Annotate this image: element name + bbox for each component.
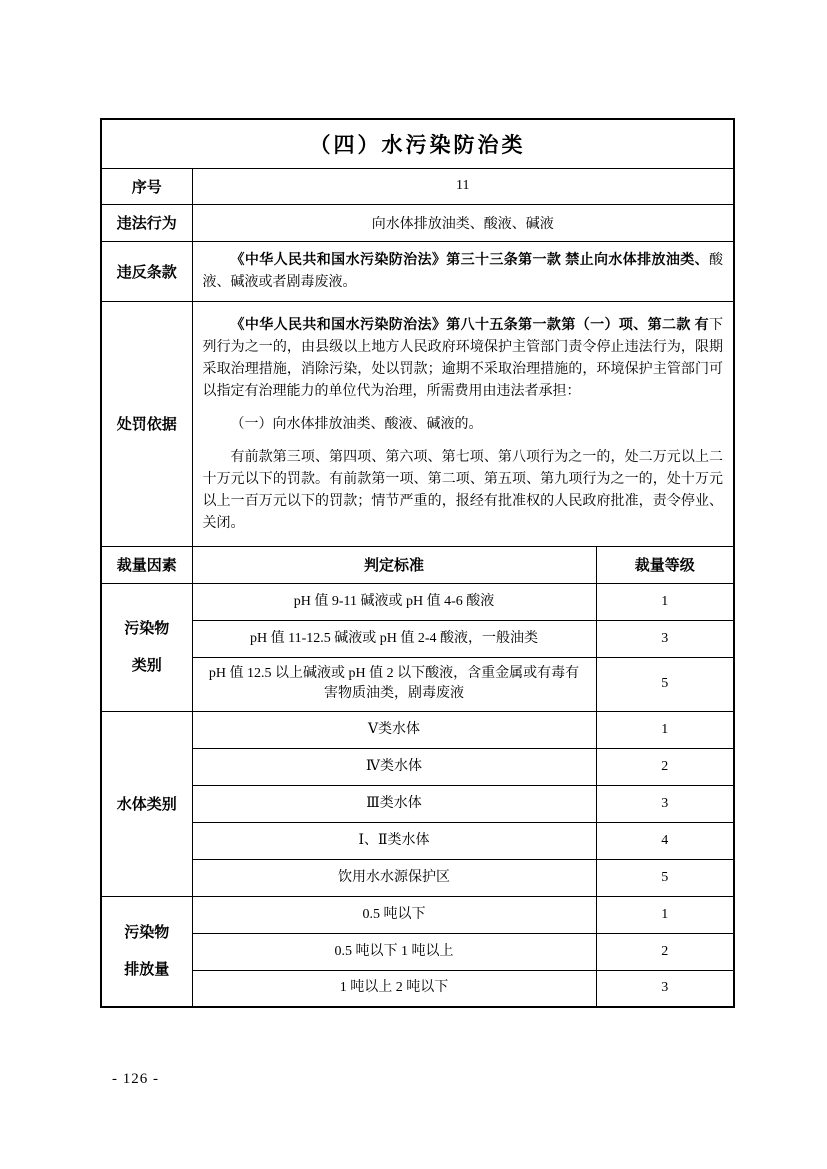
header-discretion-factor: 裁量因素 xyxy=(101,546,192,583)
serial-value: 11 xyxy=(192,168,734,204)
criteria-cell: 1 吨以上 2 吨以下 xyxy=(192,970,596,1007)
penalty-basis-paragraph-1 xyxy=(203,315,724,403)
header-discretion-level: 裁量等级 xyxy=(596,546,734,583)
violated-clause-label: 违反条款 xyxy=(101,241,192,301)
criteria-cell: 饮用水水源保护区 xyxy=(192,859,596,896)
level-cell: 2 xyxy=(596,933,734,970)
group-label-pollutant-type xyxy=(101,583,192,711)
level-cell: 3 xyxy=(596,785,734,822)
group-label-water-body: 水体类别 xyxy=(101,711,192,896)
penalty-basis-paragraph-3: 有前款第三项、第四项、第六项、第七项、第八项行为之一的，处二万元以上二十万元以下的罚款。有前款第一项、第二项、第五项、第九项行为之一的，处十万元以上一百万元以下的罚款；情节严重的，报经有批准权的人民政府批准，责令停业、关闭。 xyxy=(202,449,724,531)
criteria-cell: Ⅰ、Ⅱ类水体 xyxy=(192,822,596,859)
group-label-discharge-amount xyxy=(101,896,192,1007)
level-cell: 5 xyxy=(596,657,734,711)
penalty-basis-text xyxy=(192,301,734,546)
level-cell: 5 xyxy=(596,859,734,896)
law-citation-rest: 酸液、碱液或者剧毒废液。 xyxy=(202,253,724,290)
header-judgment-criteria: 判定标准 xyxy=(192,546,596,583)
criteria-cell: pH 值 11-12.5 碱液或 pH 值 2-4 酸液，一般油类 xyxy=(192,620,596,657)
criteria-cell: 0.5 吨以下 xyxy=(192,896,596,933)
violated-clause-text xyxy=(192,241,734,301)
criteria-cell: pH 值 12.5 以上碱液或 pH 值 2 以下酸液，含重金属或有毒有害物质油类，剧毒废液 xyxy=(192,657,596,711)
level-cell: 1 xyxy=(596,583,734,620)
criteria-cell: pH 值 9-11 碱液或 pH 值 4-6 酸液 xyxy=(192,583,596,620)
table-title: （四）水污染防治类 xyxy=(101,119,734,168)
level-cell: 4 xyxy=(596,822,734,859)
illegal-act-label: 违法行为 xyxy=(101,204,192,241)
penalty-law-citation-bold: 《中华人民共和国水污染防治法》第八十五条第一款第（一）项、第二款 有 xyxy=(230,317,710,333)
level-cell: 1 xyxy=(596,896,734,933)
level-cell: 2 xyxy=(596,748,734,785)
criteria-cell: Ⅳ类水体 xyxy=(192,748,596,785)
illegal-act-value: 向水体排放油类、酸液、碱液 xyxy=(192,204,734,241)
penalty-discretion-table xyxy=(100,118,735,1008)
criteria-cell: Ⅴ类水体 xyxy=(192,711,596,748)
penalty-basis-paragraph-2: （一）向水体排放油类、酸液、碱液的。 xyxy=(230,416,483,432)
discharge-amount-label-line1: 污染物 xyxy=(124,924,170,941)
discharge-amount-label-line2: 排放量 xyxy=(124,961,170,978)
penalty-basis-label: 处罚依据 xyxy=(101,301,192,546)
law-citation-bold: 《中华人民共和国水污染防治法》第三十三条第一款 禁止向水体排放油类、 xyxy=(230,253,710,268)
criteria-cell: Ⅲ类水体 xyxy=(192,785,596,822)
pollutant-type-label-line2: 类别 xyxy=(131,657,162,674)
level-cell: 1 xyxy=(596,711,734,748)
pollutant-type-label-line1: 污染物 xyxy=(124,620,170,637)
criteria-cell: 0.5 吨以下 1 吨以上 xyxy=(192,933,596,970)
level-cell: 3 xyxy=(596,620,734,657)
level-cell: 3 xyxy=(596,970,734,1007)
page-number: - 126 - xyxy=(112,1071,159,1087)
penalty-law-citation-rest: 下列行为之一的，由县级以上地方人民政府环境保护主管部门责令停止违法行为，限期采取治理措施，消除污染，处以罚款；逾期不采取治理措施的，环境保护主管部门可以指定有治理能力的单位代为治理，所需费用由违法者承担： xyxy=(202,317,724,399)
violated-clause-paragraph xyxy=(203,250,724,294)
serial-label: 序号 xyxy=(101,168,192,204)
